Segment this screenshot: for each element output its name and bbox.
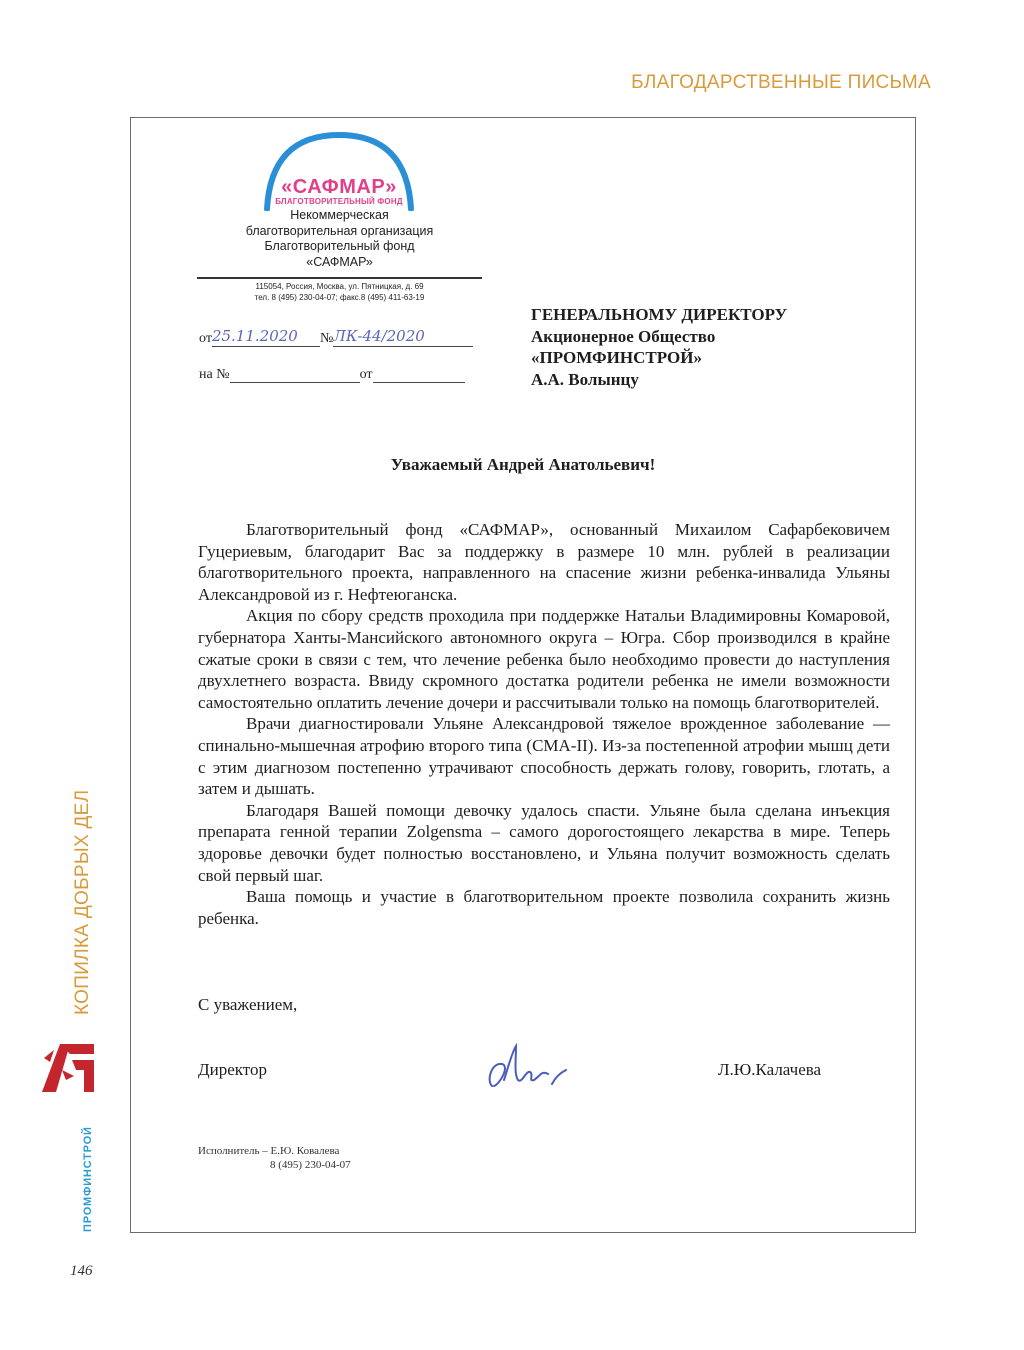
outgoing-reference — [199, 327, 473, 347]
handwritten-number: ЛК-44/2020 — [333, 327, 425, 345]
letter-closing: С уважением, — [198, 995, 298, 1014]
handwritten-date: 25.11.2020 — [211, 327, 298, 345]
addressee-line: Акционерное Общество — [531, 326, 716, 346]
number-label: № — [319, 331, 334, 346]
signature-icon — [482, 1040, 572, 1092]
letter-greeting: Уважаемый Андрей Анатольевич! — [390, 455, 656, 474]
signer-role: Директор — [198, 1060, 267, 1079]
letter-body — [198, 519, 890, 929]
incoming-reference — [199, 367, 465, 383]
page-number: 146 — [70, 1263, 93, 1279]
body-paragraph: Благодаря Вашей помощи девочку удалось спасти. Ульяне была сделана инъекция препарата генной терапии Zolgensma – самого дорогостоящего лекарства в мире. Теперь здоровье девочки будет полностью восстановлено, и Ульяна получит возможность сделать свой первый шаг. — [198, 800, 890, 885]
vertical-section-title: КОПИЛКА ДОБРЫХ ДЕЛ — [72, 789, 93, 1015]
executor-phone: 8 (495) 230-04-07 — [270, 1158, 351, 1171]
body-paragraph: Благотворительный фонд «САФМАР», основанный Михаилом Сафарбековичем Гуцериевым, благодарит Вас за поддержку в размере 10 млн. рублей в реализации благотворительного проекта, направленного на спасение жизни ребенка-инвалида Ульяны Александровой из г. Нефтеюганска. — [198, 520, 890, 604]
addressee-line: ГЕНЕРАЛЬНОМУ ДИРЕКТОРУ — [531, 305, 788, 324]
executor-name: Исполнитель – Е.Ю. Ковалева — [198, 1145, 340, 1157]
org-line: благотворительная организация — [245, 223, 434, 238]
org-line: Некоммерческая — [290, 208, 389, 222]
org-line: Благотворительный фонд — [264, 239, 415, 253]
addressee-block — [531, 304, 861, 390]
brand-name: ПРОМФИНСТРОЙ — [82, 1126, 94, 1232]
executor-info — [198, 1145, 351, 1172]
date-label: от — [199, 331, 212, 346]
body-paragraph: Ваша помощь и участие в благотворительном проекте позволила сохранить жизнь ребенка. — [198, 887, 890, 928]
body-paragraph: Акция по сбору средств проходила при поддержке Натальи Владимировны Комаровой, губернатора Ханты-Мансийского автономного округа – Югра. Сбор производился в крайне сжатые сроки в связи с тем, что лечение ребенка было необходимо провести до наступления двухлетнего возраста. Ввиду скромного достатка родители ребенка не имели возможности самостоятельно оплатить лечение дочери и рассчитывали только на помощь благотворителей. — [198, 606, 890, 712]
incoming-date-label: от — [359, 367, 373, 382]
contact-phone: тел. 8 (495) 230-04-07; факс.8 (495) 411-63-19 — [254, 293, 425, 302]
section-title: БЛАГОДАРСТВЕННЫЕ ПИСЬМА — [631, 72, 931, 93]
letterhead-divider — [197, 277, 482, 279]
addressee-line: А.А. Волынцу — [531, 369, 639, 389]
org-line: «САФМАР» — [306, 254, 373, 269]
promfinstroy-logo-icon — [40, 1040, 96, 1094]
logo-name: «САФМАР» — [281, 176, 397, 198]
signer-name: Л.Ю.Калачева — [718, 1060, 822, 1079]
body-paragraph: Врачи диагностировали Ульяне Александровой тяжелое врожденное заболевание — спинально-мышечная атрофию второго типа (СМА-II). Из-за постепенной атрофии мышц дети с этим диагнозом постепенно утрачивают способность держать голову, говорить, глотать, а затем и дышать. — [198, 714, 890, 799]
addressee-line: «ПРОМФИНСТРОЙ» — [531, 348, 702, 367]
logo-subtitle: БЛАГОТВОРИТЕЛЬНЫЙ ФОНД — [275, 197, 403, 206]
organization-contacts — [197, 281, 482, 303]
contact-address: 115054, Россия, Москва, ул. Пятницкая, д. 69 — [255, 282, 424, 291]
incoming-number-label: на № — [199, 367, 230, 382]
organization-name — [232, 208, 447, 270]
